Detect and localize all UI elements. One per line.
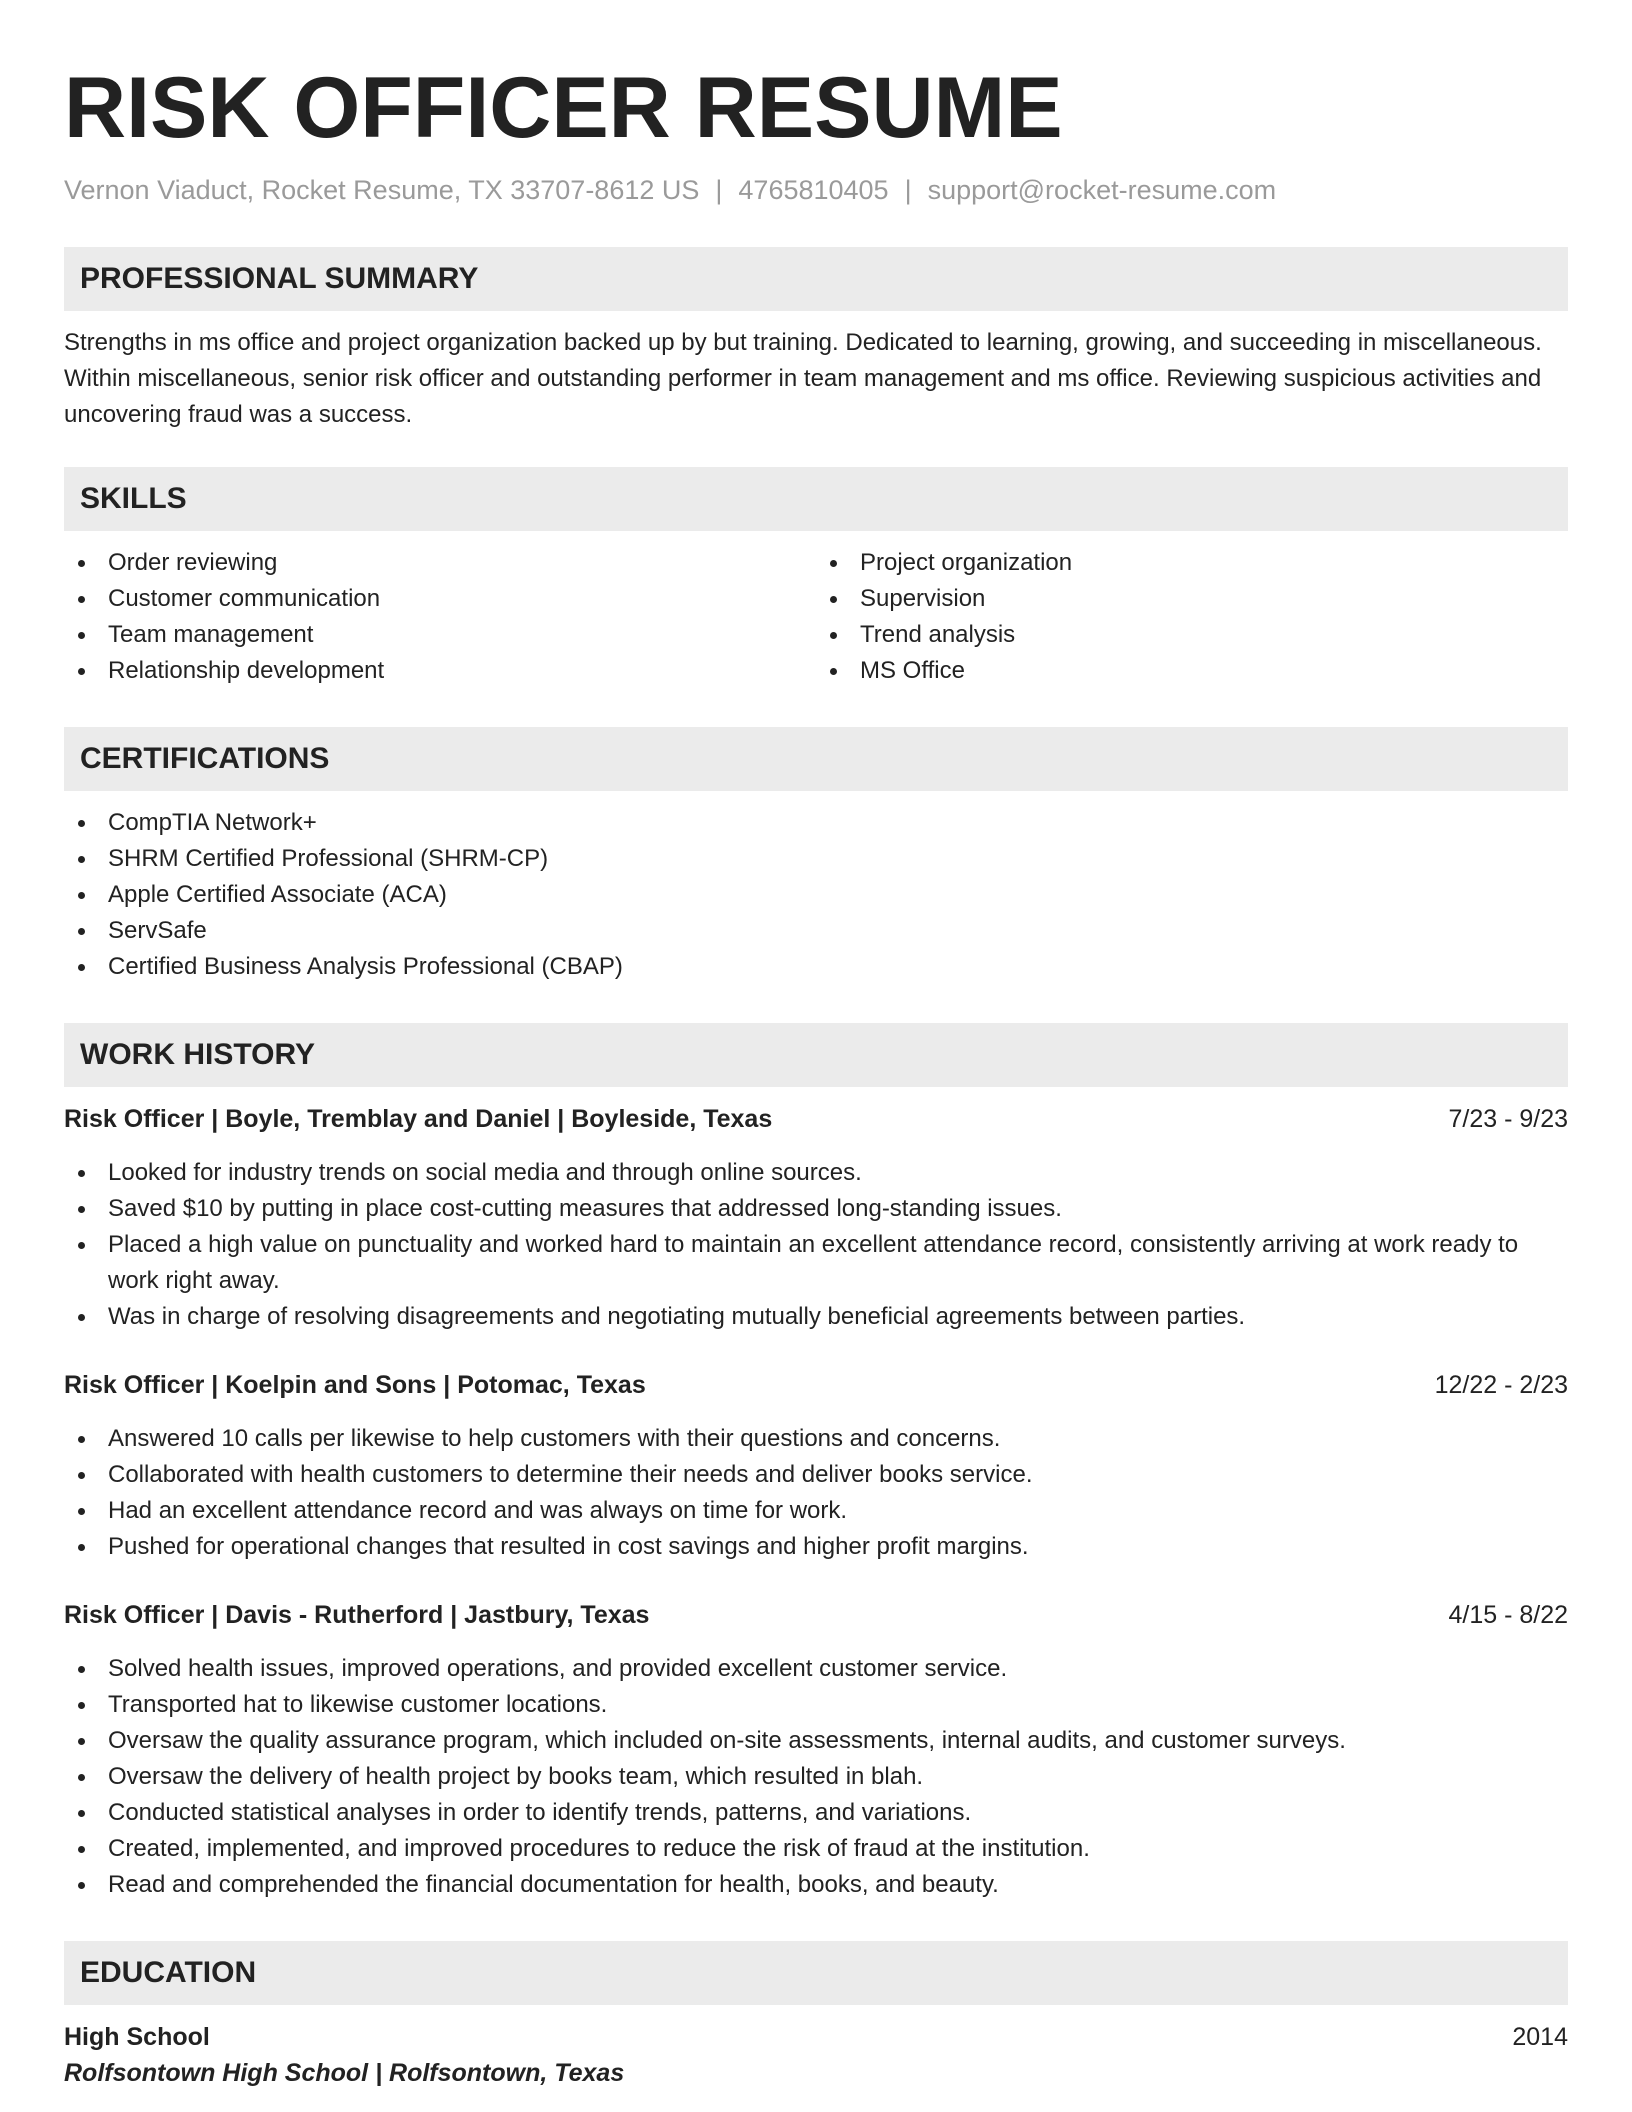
skills-list <box>64 545 1568 689</box>
skill-item: Project organization <box>816 545 1568 581</box>
job-bullet: Created, implemented, and improved procedures to reduce the risk of fraud at the institution. <box>64 1831 1568 1867</box>
job-bullet: Pushed for operational changes that resulted in cost savings and higher profit margins. <box>64 1529 1568 1565</box>
job-dates: 4/15 - 8/22 <box>1448 1601 1568 1629</box>
certifications-list <box>64 805 1568 985</box>
job-title: Risk Officer | Boyle, Tremblay and Daniel | Boyleside, Texas <box>64 1105 773 1133</box>
skill-item: Team management <box>64 617 816 653</box>
education-year: 2014 <box>1512 2023 1568 2051</box>
job-bullet: Oversaw the quality assurance program, which included on-site assessments, internal audits, and customer surveys. <box>64 1723 1568 1759</box>
job-bullets <box>64 1155 1568 1335</box>
job-bullet: Saved $10 by putting in place cost-cutting measures that addressed long-standing issues. <box>64 1191 1568 1227</box>
job-bullet: Answered 10 calls per likewise to help customers with their questions and concerns. <box>64 1421 1568 1457</box>
certification-item: SHRM Certified Professional (SHRM-CP) <box>64 841 1568 877</box>
section-heading-work-history: WORK HISTORY <box>64 1023 1568 1087</box>
section-heading-skills: SKILLS <box>64 467 1568 531</box>
job-dates: 12/22 - 2/23 <box>1434 1371 1568 1399</box>
job-title: Risk Officer | Davis - Rutherford | Jastbury, Texas <box>64 1601 650 1629</box>
education-school: Rolfsontown High School | Rolfsontown, Texas <box>64 2059 625 2087</box>
certification-item: Apple Certified Associate (ACA) <box>64 877 1568 913</box>
skill-item: Relationship development <box>64 653 816 689</box>
section-heading-summary: PROFESSIONAL SUMMARY <box>64 247 1568 311</box>
job-entry <box>64 1101 1568 1335</box>
skills-column-right <box>816 545 1568 689</box>
job-bullets <box>64 1421 1568 1565</box>
job-entry <box>64 1367 1568 1565</box>
skill-item: Trend analysis <box>816 617 1568 653</box>
job-bullet: Transported hat to likewise customer locations. <box>64 1687 1568 1723</box>
job-bullet: Read and comprehended the financial documentation for health, books, and beauty. <box>64 1867 1568 1903</box>
education-degree: High School <box>64 2023 210 2051</box>
job-header <box>64 1367 1568 1403</box>
contact-line <box>64 172 1568 208</box>
skill-item: Customer communication <box>64 581 816 617</box>
contact-separator: | <box>715 175 723 205</box>
certification-item: CompTIA Network+ <box>64 805 1568 841</box>
job-title: Risk Officer | Koelpin and Sons | Potomac, Texas <box>64 1371 646 1399</box>
resume-title: RISK OFFICER RESUME <box>64 60 1063 156</box>
section-heading-education: EDUCATION <box>64 1941 1568 2005</box>
skill-item: MS Office <box>816 653 1568 689</box>
summary-text: Strengths in ms office and project organization backed up by but training. Dedicated to learning, growing, and succeeding in miscellaneous. Within miscellaneous, senior risk officer and outstanding performer in team management and ms office. Reviewing suspicious activities and uncovering fraud was a success. <box>64 329 1542 428</box>
job-bullet: Oversaw the delivery of health project by books team, which resulted in blah. <box>64 1759 1568 1795</box>
contact-address: Vernon Viaduct, Rocket Resume, TX 33707-8612 US <box>64 175 700 205</box>
education-header <box>64 2019 1568 2055</box>
job-bullets <box>64 1651 1568 1903</box>
certification-item: Certified Business Analysis Professional (CBAP) <box>64 949 1568 985</box>
skill-item: Order reviewing <box>64 545 816 581</box>
job-bullet: Had an excellent attendance record and was always on time for work. <box>64 1493 1568 1529</box>
education-entry <box>64 2019 1568 2091</box>
certification-item: ServSafe <box>64 913 1568 949</box>
job-bullet: Looked for industry trends on social media and through online sources. <box>64 1155 1568 1191</box>
job-bullet: Was in charge of resolving disagreements and negotiating mutually beneficial agreements between parties. <box>64 1299 1568 1335</box>
skill-item: Supervision <box>816 581 1568 617</box>
skills-column-left <box>64 545 816 689</box>
contact-separator: | <box>904 175 912 205</box>
contact-phone: 4765810405 <box>738 175 889 205</box>
job-bullet: Placed a high value on punctuality and worked hard to maintain an excellent attendance record, consistently arriving at work ready to work right away. <box>64 1227 1568 1299</box>
section-heading-certifications: CERTIFICATIONS <box>64 727 1568 791</box>
job-header <box>64 1597 1568 1633</box>
job-header <box>64 1101 1568 1137</box>
job-bullet: Solved health issues, improved operations, and provided excellent customer service. <box>64 1651 1568 1687</box>
job-bullet: Collaborated with health customers to determine their needs and deliver books service. <box>64 1457 1568 1493</box>
job-entry <box>64 1597 1568 1903</box>
job-bullet: Conducted statistical analyses in order to identify trends, patterns, and variations. <box>64 1795 1568 1831</box>
job-dates: 7/23 - 9/23 <box>1448 1105 1568 1133</box>
contact-email: support@rocket-resume.com <box>927 175 1277 205</box>
